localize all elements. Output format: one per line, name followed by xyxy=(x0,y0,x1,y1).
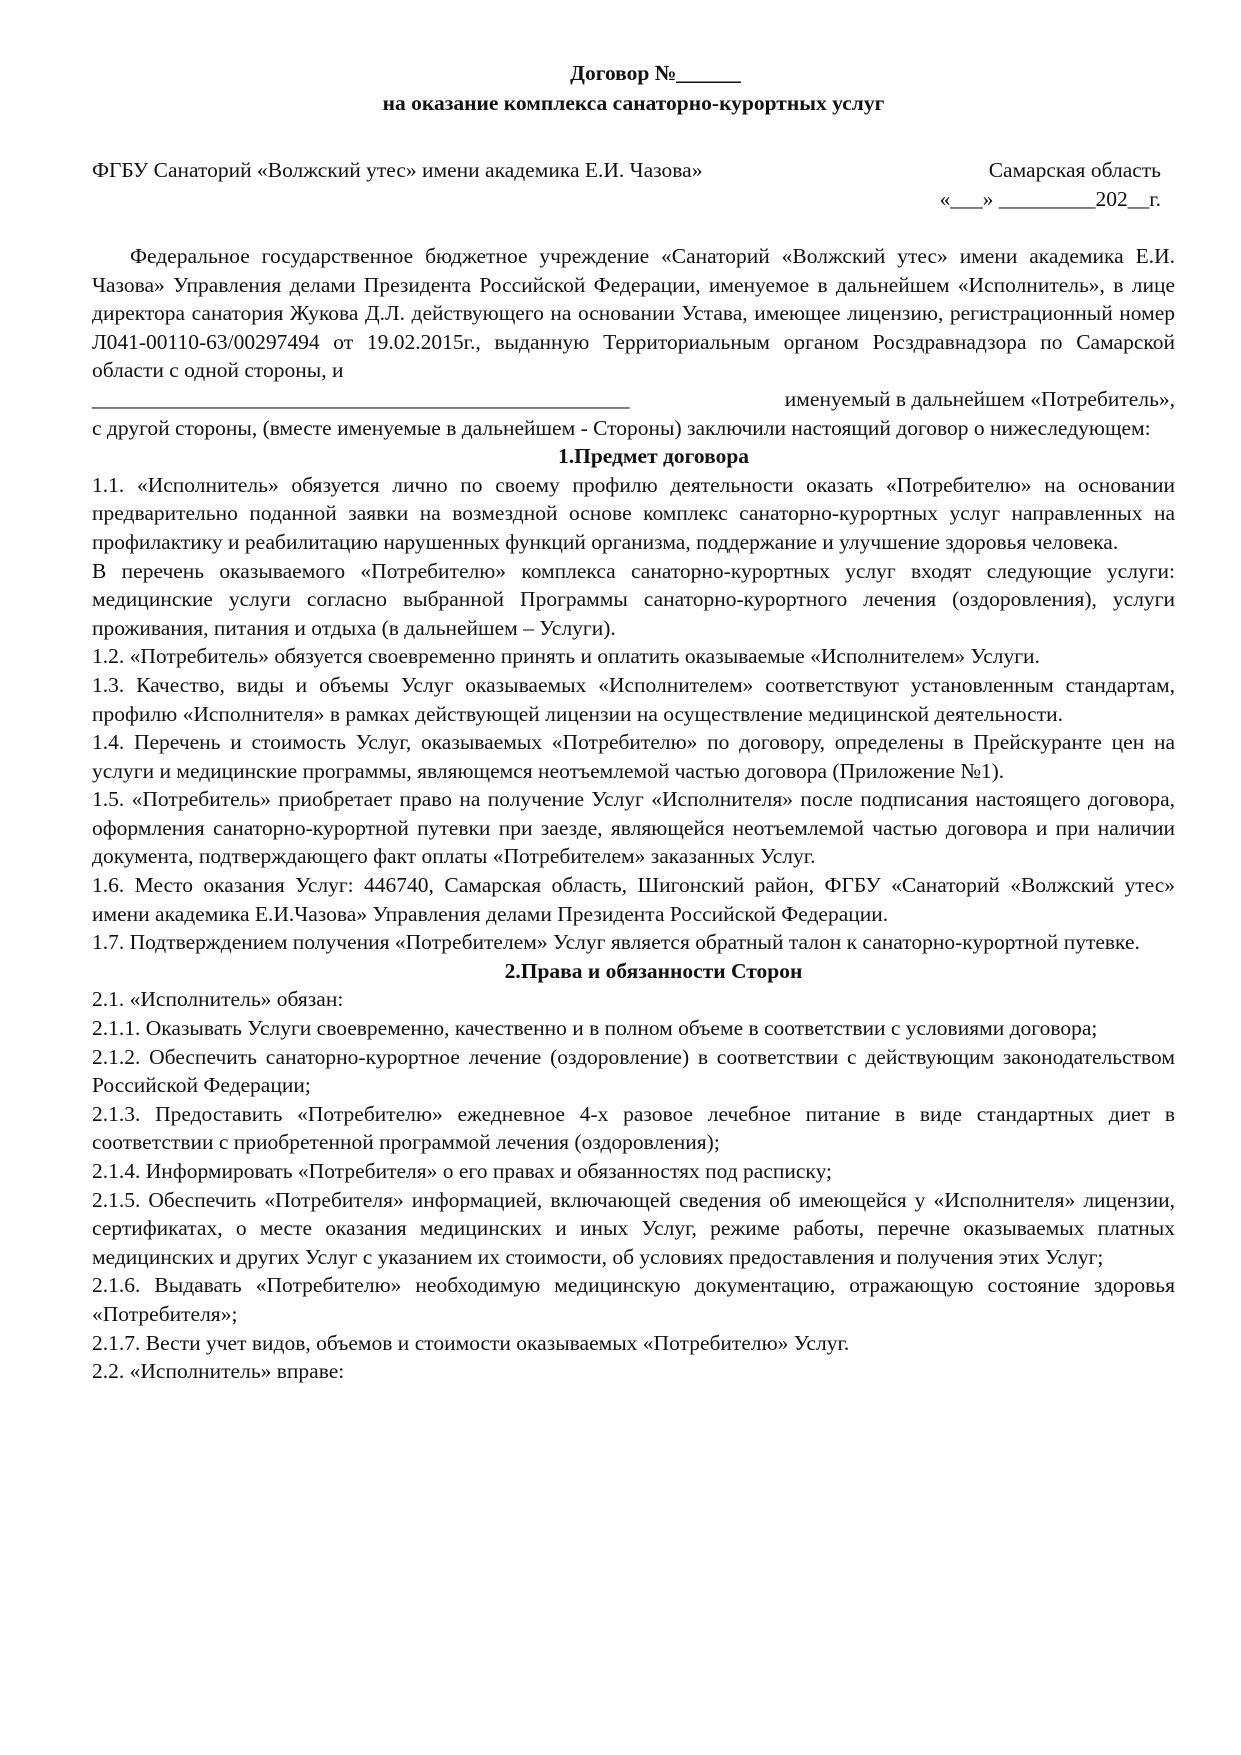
clause-2-1-5: 2.1.5. Обеспечить «Потребителя» информацией, включающей сведения об имеющейся у «Исполнителя» лицензии, сертификатах, о месте оказания медицинских и иных Услуг, режиме работы, перечне оказываемых платных медицинских и других Услуг с указанием их стоимости, об условиях предоставления и получения этих Услуг; xyxy=(92,1187,1175,1269)
section-1-heading: 1.Предмет договора xyxy=(557,444,750,469)
clause-2-1-4: 2.1.4. Информировать «Потребителя» о его правах и обязанностях под расписку; xyxy=(92,1159,833,1183)
intro-paragraph: Федеральное государственное бюджетное учреждение «Санаторий «Волжский утес» имени академика Е.И. Чазова» Управления делами Президента Российской Федерации, именуемое в дальнейшем «Исполнитель», в лице директора санатория Жукова Д.Л. действующего на основании Устава, имеющее лицензию, регистрационный номер Л041-00110-63/00297494 от 19.02.2015г., выданную Территориальным органом Росздравнадзора по Самарской области с одной стороны, и xyxy=(92,244,1175,383)
clause-2-2: 2.2. «Исполнитель» вправе: xyxy=(92,1359,345,1384)
section-2-heading: 2.Права и обязанности Сторон xyxy=(504,958,803,983)
executor-name: ФГБУ Санаторий «Волжский утес» имени академика Е.И. Чазова» xyxy=(92,158,703,182)
clause-1-5: 1.5. «Потребитель» приобретает право на получение Услуг «Исполнителя» после подписания настоящего договора, оформления санаторно-курортной путевки при заезде, являющейся неотъемлемой частью договора и при наличии документа, подтверждающего факт оплаты «Потребителем» заказанных Услуг. xyxy=(92,787,1175,869)
clause-1-3: 1.3. Качество, виды и объемы Услуг оказываемых «Исполнителем» соответствуют установленным стандартам, профилю «Исполнителя» в рамках действующей лицензии на осуществление медицинской деятельности. xyxy=(92,672,1175,726)
clause-1-1-services: В перечень оказываемого «Потребителю» комплекса санаторно-курортных услуг входят следующие услуги: медицинские услуги согласно выбранной Программы санаторно-курортного лечения (оздоровления), услуги проживания, питания и отдыха (в дальнейшем – Услуги). xyxy=(92,558,1175,640)
place-and-date xyxy=(940,156,1175,214)
consumer-designation: именуемый в дальнейшем «Потребитель», xyxy=(784,386,1175,411)
contract-title: Договор №______ xyxy=(570,61,741,85)
clause-2-1-1: 2.1.1. Оказывать Услуги своевременно, качественно и в полном объеме в соответствии с условиями договора; xyxy=(92,1016,1098,1041)
clause-1-1: 1.1. «Исполнитель» обязуется лично по своему профилю деятельности оказать «Потребителю» на основании предварительно поданной заявки на возмездной основе комплекс санаторно-курортных услуг направленных на профилактику и реабилитацию нарушенных функций организма, поддержание и улучшение здоровья человека. xyxy=(92,472,1175,554)
clause-1-7: 1.7. Подтверждением получения «Потребителем» Услуг является обратный талон к санаторно-курортной путевке. xyxy=(92,930,1140,955)
contract-date: «___» _________202__г. xyxy=(939,187,1161,211)
clause-2-1-6: 2.1.6. Выдавать «Потребителю» необходимую медицинскую документацию, отражающую состояние здоровья «Потребителя»; xyxy=(92,1273,1175,1326)
clause-2-1-7: 2.1.7. Вести учет видов, объемов и стоимости оказываемых «Потребителю» Услуг. xyxy=(92,1330,850,1355)
contract-header xyxy=(92,156,1175,214)
contract-subtitle: на оказание комплекса санаторно-курортных услуг xyxy=(382,91,885,115)
intro-continuation: с другой стороны, (вместе именуемые в дальнейшем - Стороны) заключили настоящий договор о нижеследующем: xyxy=(92,415,1151,440)
clause-2-1: 2.1. «Исполнитель» обязан: xyxy=(92,987,344,1012)
clause-2-1-2: 2.1.2. Обеспечить санаторно-курортное лечение (оздоровление) в соответствии с действующим законодательством Российской Федерации; xyxy=(92,1044,1175,1098)
clause-1-2: 1.2. «Потребитель» обязуется своевременно принять и оплатить оказываемые «Исполнителем» Услуги. xyxy=(92,644,1040,669)
clause-1-4: 1.4. Перечень и стоимость Услуг, оказываемых «Потребителю» по договору, определены в Прейскуранте цен на услуги и медицинские программы, являющемся неотъемлемой частью договора (Приложение №1). xyxy=(92,730,1175,783)
clause-2-1-3: 2.1.3. Предоставить «Потребителю» ежедневное 4-х разовое лечебное питание в виде стандартных диет в соответствии с приобретенной программой лечения (оздоровления); xyxy=(92,1101,1175,1155)
region: Самарская область xyxy=(988,158,1161,182)
consumer-line xyxy=(92,385,1175,414)
consumer-blank: __________________________________________________ xyxy=(92,386,630,411)
clause-1-6: 1.6. Место оказания Услуг: 446740, Самарская область, Шигонский район, ФГБУ «Санаторий «Волжский утес» имени академика Е.И.Чазова» Управления делами Президента Российской Федерации. xyxy=(92,873,1175,926)
